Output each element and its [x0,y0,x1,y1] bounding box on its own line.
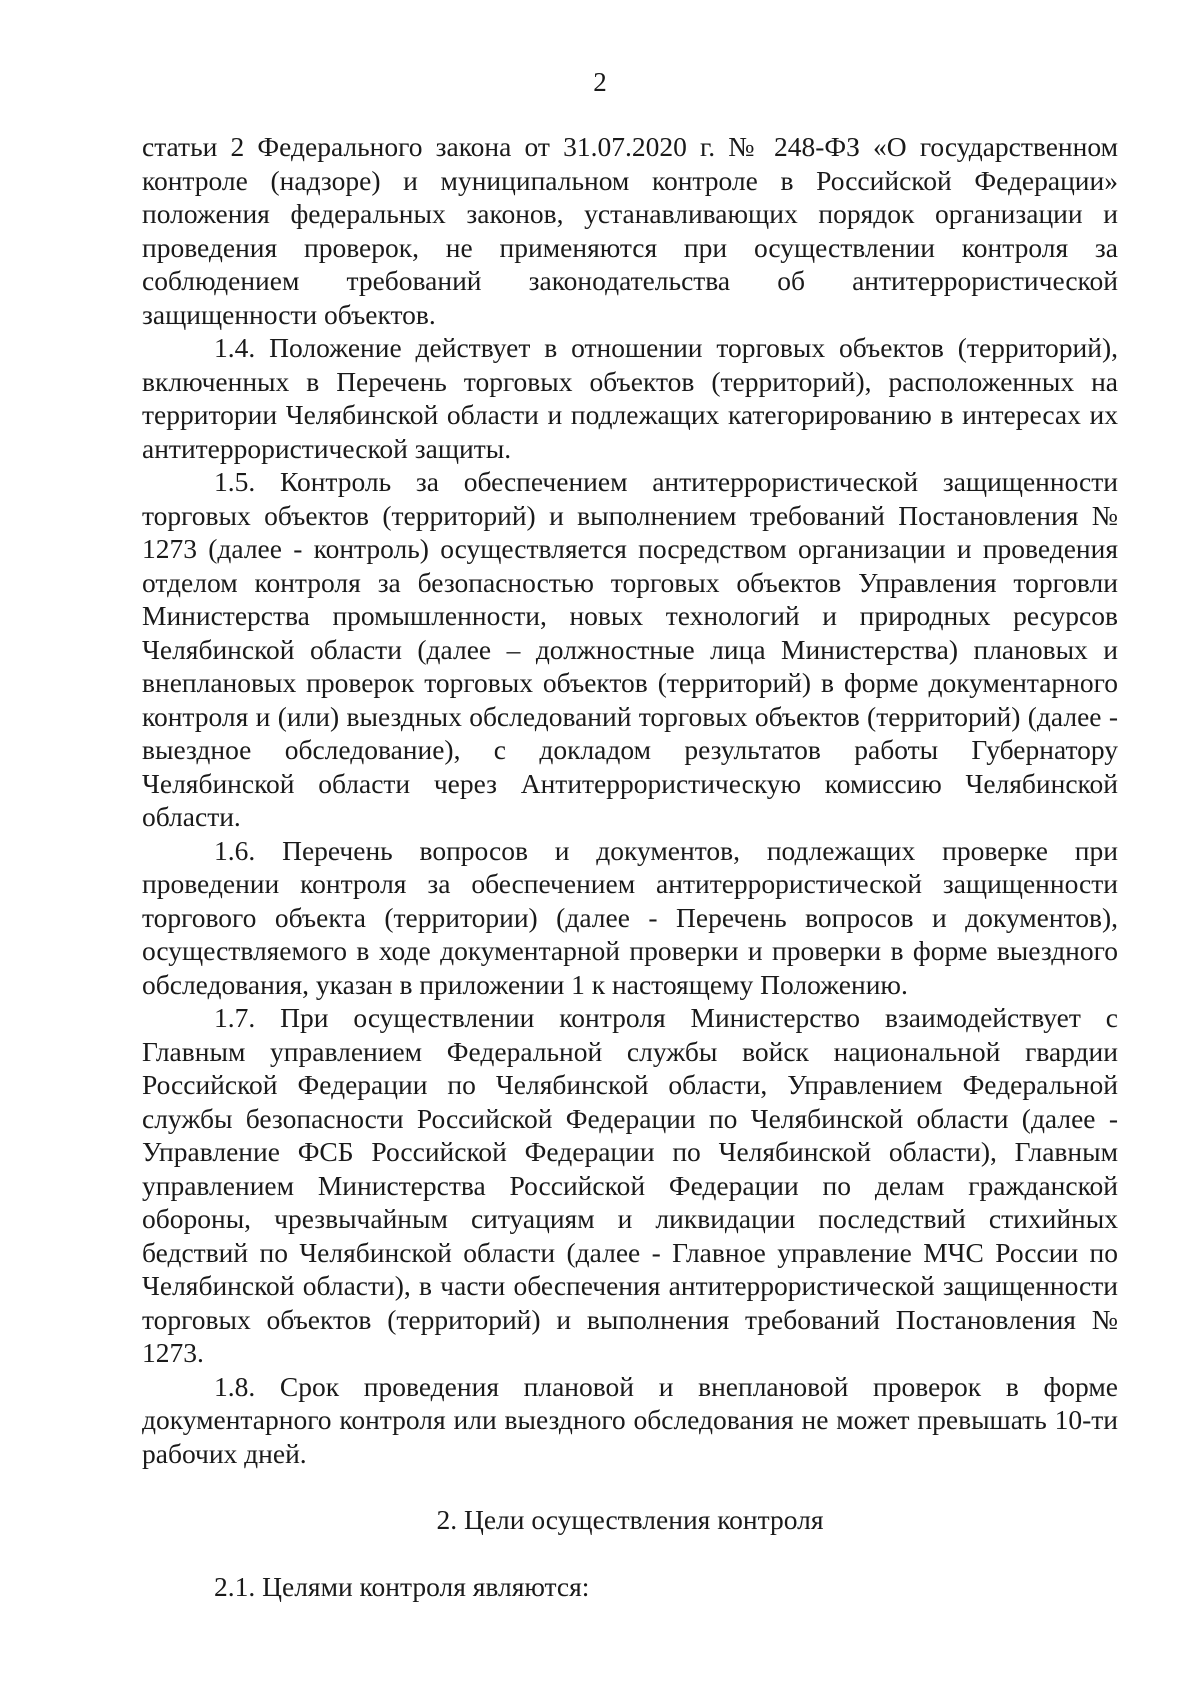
paragraph-1-4: 1.4. Положение действует в отношении торговых объектов (территорий), включенных в Перечень торговых объектов (территорий), расположенных на территории Челябинской области и подлежащих категорированию в интересах их антитеррористической защиты. [142,332,1118,464]
paragraph-article-2-continuation: статьи 2 Федерального закона от 31.07.2020 г. № 248-ФЗ «О государственном контроле (надзоре) и муниципальном контроле в Российской Федерации» положения федеральных законов, устанавливающих порядок организации и проведения проверок, не применяются при осуществлении контроля за соблюдением требований законодательства об антитеррористической защищенности объектов. [142,131,1118,330]
page-number: 2 [593,67,607,97]
document-body [142,130,1118,1603]
paragraph-1-5: 1.5. Контроль за обеспечением антитеррористической защищенности торговых объектов (территорий) и выполнением требований Постановления № 1273 (далее - контроль) осуществляется посредством организации и проведения отделом контроля за безопасностью торговых объектов Управления торговли Министерства промышленности, новых технологий и природных ресурсов Челябинской области (далее – должностные лица Министерства) плановых и внеплановых проверок торговых объектов (территорий) в форме документарного контроля и (или) выездных обследований торговых объектов (территорий) (далее - выездное обследование), с докладом результатов работы Губернатору Челябинской области через Антитеррористическую комиссию Челябинской области. [142,466,1118,832]
paragraph-2-1: 2.1. Целями контроля являются: [214,1570,590,1602]
paragraph-1-6: 1.6. Перечень вопросов и документов, подлежащих проверке при проведении контроля за обеспечением антитеррористической защищенности торгового объекта (территории) (далее - Перечень вопросов и документов), осуществляемого в ходе документарной проверки и проверки в форме выездного обследования, указан в приложении 1 к настоящему Положению. [142,834,1118,1000]
section-2-heading: 2. Цели осуществления контроля [436,1504,824,1535]
paragraph-1-7: 1.7. При осуществлении контроля Министерство взаимодействует с Главным управлением Федеральной службы войск национальной гвардии Российской Федерации по Челябинской области, Управлением Федеральной службы безопасности Российской Федерации по Челябинской области (далее - Управление ФСБ Российской Федерации по Челябинской области), Главным управлением Министерства Российской Федерации по делам гражданской обороны, чрезвычайным ситуациям и ликвидации последствий стихийных бедствий по Челябинской области (далее - Главное управление МЧС России по Челябинской области), в части обеспечения антитеррористической защищенности торговых объектов (территорий) и выполнения требований Постановления № 1273. [142,1002,1118,1368]
paragraph-1-8: 1.8. Срок проведения плановой и внеплановой проверок в форме документарного контроля или выездного обследования не может превышать 10-ти рабочих дней. [142,1370,1118,1469]
